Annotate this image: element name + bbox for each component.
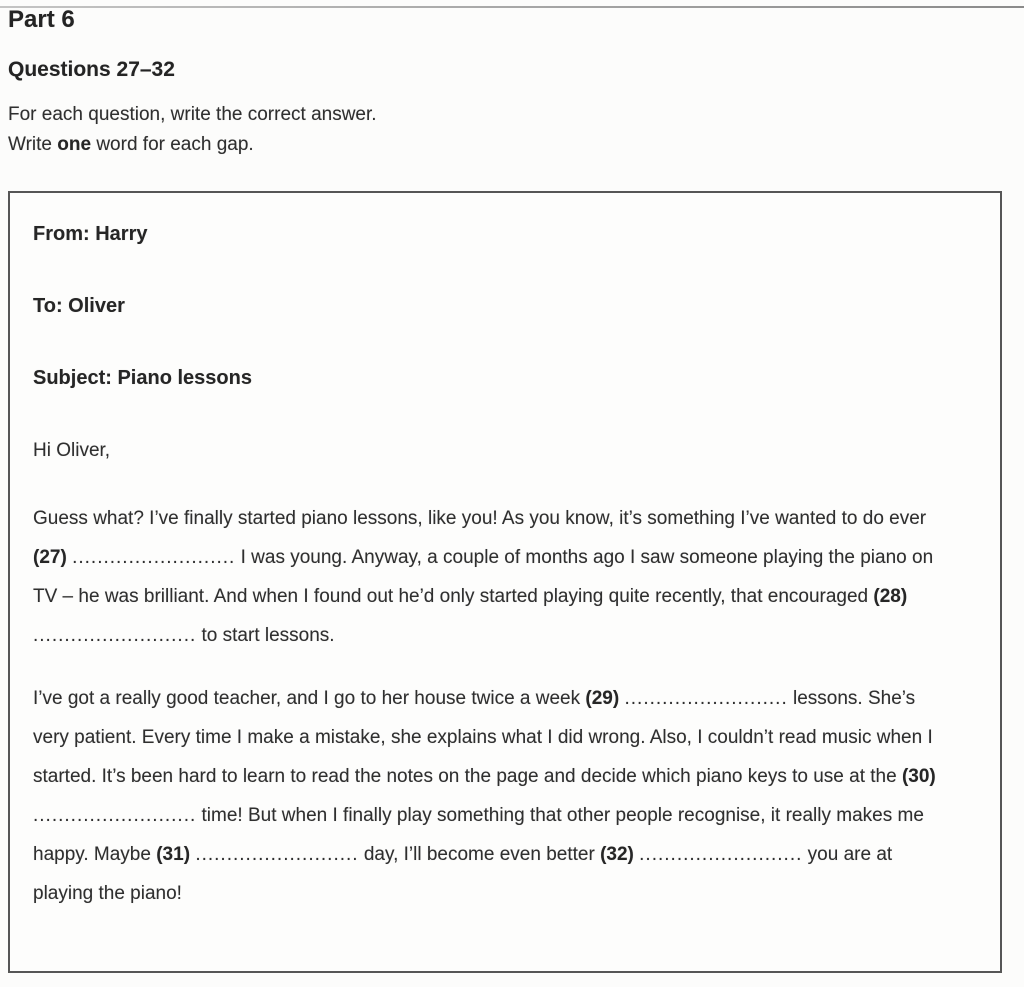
gap-29-number: (29) xyxy=(585,688,620,709)
gap-28-number: (28) xyxy=(873,586,908,607)
gap-31-blank: .......................... xyxy=(195,844,359,865)
email-paragraph-1: Guess what? I’ve finally started piano lessons, like you! As you know, it’s something I’ve wanted to do ever (27) .......................... I was young. Anyway, a couple of months ago I saw someone playing the piano on TV – he was brilliant. And when I found out he’d only started playing quite recently, that encouraged (28) .......................... to start lessons. xyxy=(33,508,934,646)
email-subject-line: Subject: Piano lessons xyxy=(33,367,252,389)
gap-32-number: (32) xyxy=(600,844,634,865)
email-text-box xyxy=(8,191,1002,973)
gap-29-blank: .......................... xyxy=(624,688,788,709)
gap-28-blank: .......................... xyxy=(33,625,197,646)
gap-30-number: (30) xyxy=(901,766,936,787)
email-from-line: From: Harry xyxy=(33,223,148,245)
instruction-line-1: For each question, write the correct answer. xyxy=(8,104,377,125)
questions-range-title: Questions 27–32 xyxy=(8,58,175,81)
instructions-block xyxy=(8,100,377,160)
part-title: Part 6 xyxy=(8,6,75,33)
bold-word-one: one xyxy=(57,134,92,155)
gap-32-blank: .......................... xyxy=(639,844,803,865)
email-greeting: Hi Oliver, xyxy=(33,440,111,461)
email-paragraph-2: I’ve got a really good teacher, and I go to her house twice a week (29) .......................... lessons. She’s very patient. Every time I make a mistake, she explains what I did wrong. Also, I couldn’t read music when I started. It’s been hard to learn to read the notes on the page and decide which piano keys to use at the (30) .......................... time! But when I finally play something that other people recognise, it really makes me happy. Maybe (31) .......................... day, I’ll become even better (32) .......................... you are at playing the piano! xyxy=(33,688,936,904)
scan-artifact-line xyxy=(0,6,1024,8)
gap-30-blank: .......................... xyxy=(33,805,197,826)
gap-27-number: (27) xyxy=(33,547,67,568)
gap-31-number: (31) xyxy=(156,844,191,865)
email-to-line: To: Oliver xyxy=(33,295,125,317)
gap-27-blank: .......................... xyxy=(72,547,236,568)
instruction-line-2: Write one word for each gap. xyxy=(8,134,254,155)
